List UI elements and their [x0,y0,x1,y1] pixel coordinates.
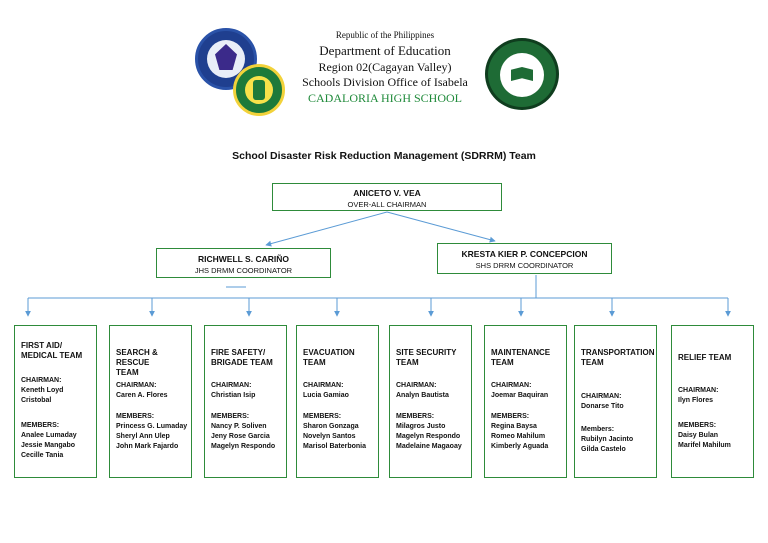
team-name [678,353,750,363]
team-search-rescue [109,325,192,478]
team-name [211,348,283,368]
team-name [303,348,375,368]
team-name [116,348,188,378]
members-section [116,412,189,452]
division-line: Schools Division Office of Isabela [302,75,468,89]
member-name: Magelyn Respondo [396,433,461,440]
team-name-line: SEARCH & RESCUE [116,348,158,367]
team-name-line: BRIGADE TEAM [211,358,273,367]
member-name: Kimberly Aguada [491,443,549,450]
members-label: MEMBERS: [116,413,155,420]
chairman-name: ANICETO V. VEA [353,188,421,198]
member-name: Romeo Mahilum [491,433,546,440]
member-name: Marifel Mahilum [678,442,731,449]
member-name: Gilda Castelo [581,446,626,453]
members-label: MEMBERS: [491,413,530,420]
chairman-section [303,381,376,401]
members-label: MEMBERS: [396,413,435,420]
chairman-name: Analyn Bautista [396,392,449,399]
member-name: Jeny Rose Garcia [211,433,270,440]
department-line: Department of Education [319,43,451,58]
member-name: Rubilyn Jacinto [581,436,634,443]
team-name-line: TRANSPORTATION [581,348,655,357]
chairman-name: Joemar Baquiran [491,392,549,399]
team-name-line: FIRE SAFETY/ [211,348,266,357]
team-fire-safety [204,325,287,478]
team-maintenance [484,325,567,478]
team-name-line: SITE SECURITY [396,348,457,357]
members-section [396,412,469,452]
member-name: Nancy P. Soliven [211,423,267,430]
chairman-section [21,376,94,406]
member-name: Regina Baysa [491,423,537,430]
member-name: Sheryl Ann Ulep [116,433,170,440]
connector-chair-jhs [266,212,387,245]
jhs-coordinator-box [156,248,331,278]
team-name-line: MEDICAL TEAM [21,351,83,360]
members-section [211,412,284,452]
members-section [21,421,94,461]
member-name: Cecille Tania [21,452,64,459]
team-first-aid [14,325,97,478]
member-name: John Mark Fajardo [116,443,179,450]
team-name-line: EVACUATION [303,348,355,357]
jhs-coordinator-name: RICHWELL S. CARIÑO [198,254,289,264]
team-name-line: TEAM [581,358,604,367]
school-name: CADALORIA HIGH SCHOOL [307,91,462,105]
team-arrows [28,298,728,316]
chart-title: School Disaster Risk Reduction Management (SDRRM) Team [232,150,536,162]
chairman-name: Christian Isip [211,392,256,399]
team-site-security [389,325,472,478]
member-name: Marisol Baterbonia [303,443,367,450]
team-name [581,348,653,368]
members-label: MEMBERS: [21,422,60,429]
members-section [303,412,376,452]
member-name: Jessie Mangabo [21,442,76,449]
region-line: Region 02(Cagayan Valley) [318,60,452,74]
team-relief [671,325,754,478]
team-name-line: RELIEF TEAM [678,353,732,362]
member-name: Princess G. Lumaday [116,423,188,430]
chairman-section [396,381,469,401]
chairman-name: Lucia Gamiao [303,392,349,399]
connector-chair-shs [387,212,495,241]
members-label: Members: [581,426,615,433]
chairman-label: CHAIRMAN: [21,377,62,384]
chairman-label: CHAIRMAN: [396,382,437,389]
chairman-name: Ilyn Flores [678,397,714,404]
members-label: MEMBERS: [211,413,250,420]
chairman-label: CHAIRMAN: [581,393,622,400]
jhs-coordinator-role: JHS DRMM COORDINATOR [194,266,293,275]
team-name-line: TEAM [303,358,326,367]
chairman-section [581,392,654,412]
member-name: Madelaine Magaoay [396,443,462,450]
team-name-line: TEAM [396,358,419,367]
members-section [581,425,654,455]
member-name: Novelyn Santos [303,433,356,440]
chairman-label: CHAIRMAN: [116,382,157,389]
chairman-section [211,381,284,401]
chairman-label: CHAIRMAN: [491,382,532,389]
chairman-section [116,381,189,401]
chairman-name: Keneth Loyd [21,387,64,394]
chairman-role: OVER-ALL CHAIRMAN [347,200,427,209]
members-label: MEMBERS: [678,422,717,429]
team-name [396,348,468,368]
chairman-section [491,381,564,401]
team-name [491,348,563,368]
republic-line: Republic of the Philippines [335,30,435,40]
chairman-name: Cristobal [21,397,52,404]
member-name: Analee Lumaday [21,432,77,439]
team-name-line: TEAM [491,358,514,367]
overall-chairman-box [272,183,502,211]
chairman-label: CHAIRMAN: [678,387,719,394]
team-evacuation [296,325,379,478]
member-name: Sharon Gonzaga [303,423,359,430]
chairman-name: Caren A. Flores [116,392,168,399]
member-name: Magelyn Respondo [211,443,276,450]
members-section [678,421,751,451]
team-name-line: TEAM [116,368,139,377]
shs-coordinator-name: KRESTA KIER P. CONCEPCION [461,249,588,259]
chairman-label: CHAIRMAN: [303,382,344,389]
team-transportation [574,325,657,478]
team-name-line: MAINTENANCE [491,348,551,357]
chairman-section [678,386,751,406]
shs-coordinator-box [437,243,612,274]
shs-coordinator-role: SHS DRRM COORDINATOR [475,261,574,270]
members-section [491,412,564,452]
member-name: Milagros Justo [396,423,446,430]
members-label: MEMBERS: [303,413,342,420]
team-name [21,341,93,361]
chairman-name: Donarse Tito [581,403,624,410]
member-name: Daisy Bulan [678,432,719,439]
chairman-label: CHAIRMAN: [211,382,252,389]
team-name-line: FIRST AID/ [21,341,63,350]
